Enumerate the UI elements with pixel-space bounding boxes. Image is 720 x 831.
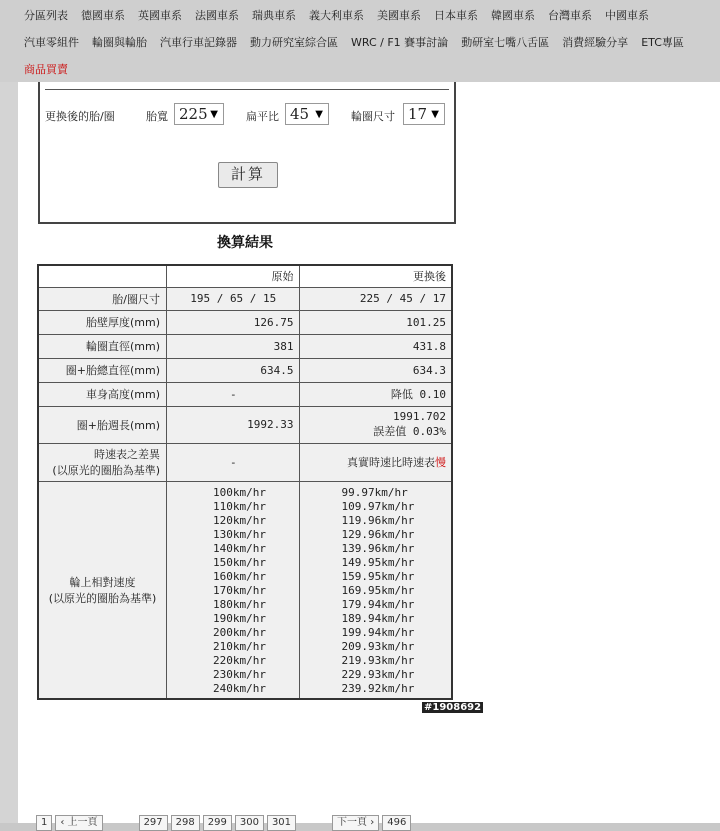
nav-row-3 xyxy=(24,61,81,77)
speeds-label-1: 輪上相對速度 xyxy=(69,575,136,589)
page-last[interactable]: 496 xyxy=(382,815,411,831)
image-watermark: #1908692 xyxy=(424,702,482,713)
rim-size-label: 輪圈尺寸 xyxy=(351,110,395,123)
speedo-label-1: 時速表之差異 xyxy=(94,448,160,461)
speed-value: 100km/hr xyxy=(213,485,266,499)
page-link[interactable]: 297 xyxy=(139,815,168,831)
row-label xyxy=(38,481,167,699)
page-link[interactable]: 300 xyxy=(235,815,264,831)
speed-value: 199.94km/hr xyxy=(341,625,415,639)
page-next[interactable]: 下一頁 › xyxy=(332,815,379,831)
left-gutter xyxy=(0,82,18,823)
speed-value: 210km/hr xyxy=(213,639,266,653)
form-divider xyxy=(45,89,449,90)
calculate-button[interactable]: 計算 xyxy=(218,162,278,188)
nav-link[interactable]: 汽車零組件 xyxy=(24,36,79,49)
speed-value: 190km/hr xyxy=(213,611,266,625)
row-original: 126.75 xyxy=(167,310,300,334)
nav-link[interactable]: WRC / F1 賽事討論 xyxy=(351,36,449,49)
speed-value: 209.93km/hr xyxy=(341,639,415,653)
row-label: 胎/圈尺寸 xyxy=(38,287,167,310)
row-label: 圈+胎總直徑(mm) xyxy=(38,358,167,382)
row-label: 胎壁厚度(mm) xyxy=(38,310,167,334)
speed-value: 160km/hr xyxy=(213,569,266,583)
post-content xyxy=(18,82,720,828)
tire-calculator-form xyxy=(38,82,456,224)
speed-value: 149.95km/hr xyxy=(341,555,415,569)
nav-link[interactable]: 德國車系 xyxy=(81,9,125,22)
speed-value: 170km/hr xyxy=(213,583,266,597)
speed-value: 230km/hr xyxy=(213,667,266,681)
row-label: 車身高度(mm) xyxy=(38,382,167,406)
table-header-row xyxy=(38,265,452,287)
original-speeds xyxy=(167,481,300,699)
row-original: 195 / 65 / 15 xyxy=(167,287,300,310)
nav-link[interactable]: 動力研究室綜合區 xyxy=(250,36,338,49)
page-link[interactable]: 299 xyxy=(203,815,232,831)
header-original: 原始 xyxy=(167,265,300,287)
table-row xyxy=(38,287,452,310)
nav-link[interactable]: ETC專區 xyxy=(641,36,684,49)
speed-value: 200km/hr xyxy=(213,625,266,639)
page-link[interactable]: 298 xyxy=(171,815,200,831)
row-label: 輪圈直徑(mm) xyxy=(38,334,167,358)
nav-link[interactable]: 美國車系 xyxy=(377,9,421,22)
circumference-new-value: 1991.702 xyxy=(393,410,446,423)
row-original: 634.5 xyxy=(167,358,300,382)
result-table xyxy=(37,264,453,700)
nav-link[interactable]: 分區列表 xyxy=(24,9,68,22)
speedo-label-2: (以原光的圈胎為基準) xyxy=(52,464,160,477)
row-new: 431.8 xyxy=(299,334,452,358)
row-new xyxy=(299,406,452,443)
nav-link[interactable]: 中國車系 xyxy=(605,9,649,22)
rim-size-select[interactable] xyxy=(403,103,445,125)
tire-width-select[interactable] xyxy=(174,103,224,125)
speed-value: 159.95km/hr xyxy=(341,569,415,583)
nav-link[interactable]: 消費經驗分享 xyxy=(562,36,629,49)
aspect-ratio-label: 扁平比 xyxy=(246,110,279,123)
header-new: 更換後 xyxy=(299,265,452,287)
row-new: 降低 0.10 xyxy=(299,382,452,406)
nav-link[interactable]: 瑞典車系 xyxy=(252,9,296,22)
speed-value: 229.93km/hr xyxy=(341,667,415,681)
nav-link[interactable]: 日本車系 xyxy=(434,9,478,22)
row-label xyxy=(38,443,167,481)
speeds-label-2: (以原光的圈胎為基準) xyxy=(48,591,157,605)
table-row xyxy=(38,481,452,699)
speed-value: 150km/hr xyxy=(213,555,266,569)
speedo-slow: 慢 xyxy=(435,456,446,469)
nav-row-1 xyxy=(24,7,662,23)
row-original: - xyxy=(167,382,300,406)
nav-link[interactable]: 韓國車系 xyxy=(491,9,535,22)
row-new: 225 / 45 / 17 xyxy=(299,287,452,310)
speed-value: 169.95km/hr xyxy=(341,583,415,597)
speedo-text: 真實時速比時速表 xyxy=(347,456,435,469)
chevron-down-icon: ▼ xyxy=(431,109,439,120)
nav-link[interactable]: 商品買賣 xyxy=(24,63,68,76)
speed-value: 130km/hr xyxy=(213,527,266,541)
row-original: - xyxy=(167,443,300,481)
row-original: 1992.33 xyxy=(167,406,300,443)
row-new: 634.3 xyxy=(299,358,452,382)
speed-value: 219.93km/hr xyxy=(341,653,415,667)
page-prev[interactable]: ‹ 上一頁 xyxy=(55,815,102,831)
table-row xyxy=(38,443,452,481)
row-new: 101.25 xyxy=(299,310,452,334)
table-row xyxy=(38,358,452,382)
rim-size-value: 17 xyxy=(408,105,428,123)
table-row xyxy=(38,310,452,334)
speed-value: 180km/hr xyxy=(213,597,266,611)
row-original: 381 xyxy=(167,334,300,358)
tire-width-label: 胎寬 xyxy=(146,110,168,123)
nav-link[interactable]: 輪圈與輪胎 xyxy=(92,36,147,49)
speed-value: 119.96km/hr xyxy=(341,513,415,527)
aspect-ratio-value: 45 xyxy=(290,105,310,123)
nav-link[interactable]: 英國車系 xyxy=(138,9,182,22)
result-title: 換算結果 xyxy=(217,235,273,251)
speed-value: 99.97km/hr xyxy=(341,485,408,499)
forum-navigation xyxy=(0,0,720,82)
table-row xyxy=(38,406,452,443)
pagination xyxy=(36,815,414,831)
page-link[interactable]: 301 xyxy=(267,815,296,831)
speed-value: 179.94km/hr xyxy=(341,597,415,611)
header-empty-cell xyxy=(38,265,167,287)
tire-width-value: 225 xyxy=(179,105,208,123)
row-label: 圈+胎週長(mm) xyxy=(38,406,167,443)
nav-row-2 xyxy=(24,34,697,50)
speed-value: 139.96km/hr xyxy=(341,541,415,555)
speed-value: 109.97km/hr xyxy=(341,499,415,513)
speed-value: 220km/hr xyxy=(213,653,266,667)
aspect-ratio-select[interactable] xyxy=(285,103,329,125)
speed-value: 239.92km/hr xyxy=(341,681,415,695)
table-row xyxy=(38,382,452,406)
table-row xyxy=(38,334,452,358)
replaced-tire-label: 更換後的胎/圈 xyxy=(45,110,115,123)
circumference-error: 誤差值 0.03% xyxy=(373,425,446,438)
nav-link[interactable]: 動研室七嘴八舌區 xyxy=(461,36,550,49)
speed-value: 129.96km/hr xyxy=(341,527,415,541)
chevron-down-icon: ▼ xyxy=(315,109,323,120)
speed-value: 120km/hr xyxy=(213,513,266,527)
page-first[interactable]: 1 xyxy=(36,815,52,831)
nav-link[interactable]: 義大利車系 xyxy=(309,9,364,22)
new-speeds xyxy=(299,481,452,699)
nav-link[interactable]: 法國車系 xyxy=(195,9,239,22)
speed-value: 189.94km/hr xyxy=(341,611,415,625)
chevron-down-icon: ▼ xyxy=(210,109,218,120)
row-new xyxy=(299,443,452,481)
nav-link[interactable]: 台灣車系 xyxy=(548,9,592,22)
nav-link[interactable]: 汽車行車記錄器 xyxy=(160,36,237,49)
speed-value: 110km/hr xyxy=(213,499,266,513)
speed-value: 240km/hr xyxy=(213,681,266,695)
speed-value: 140km/hr xyxy=(213,541,266,555)
